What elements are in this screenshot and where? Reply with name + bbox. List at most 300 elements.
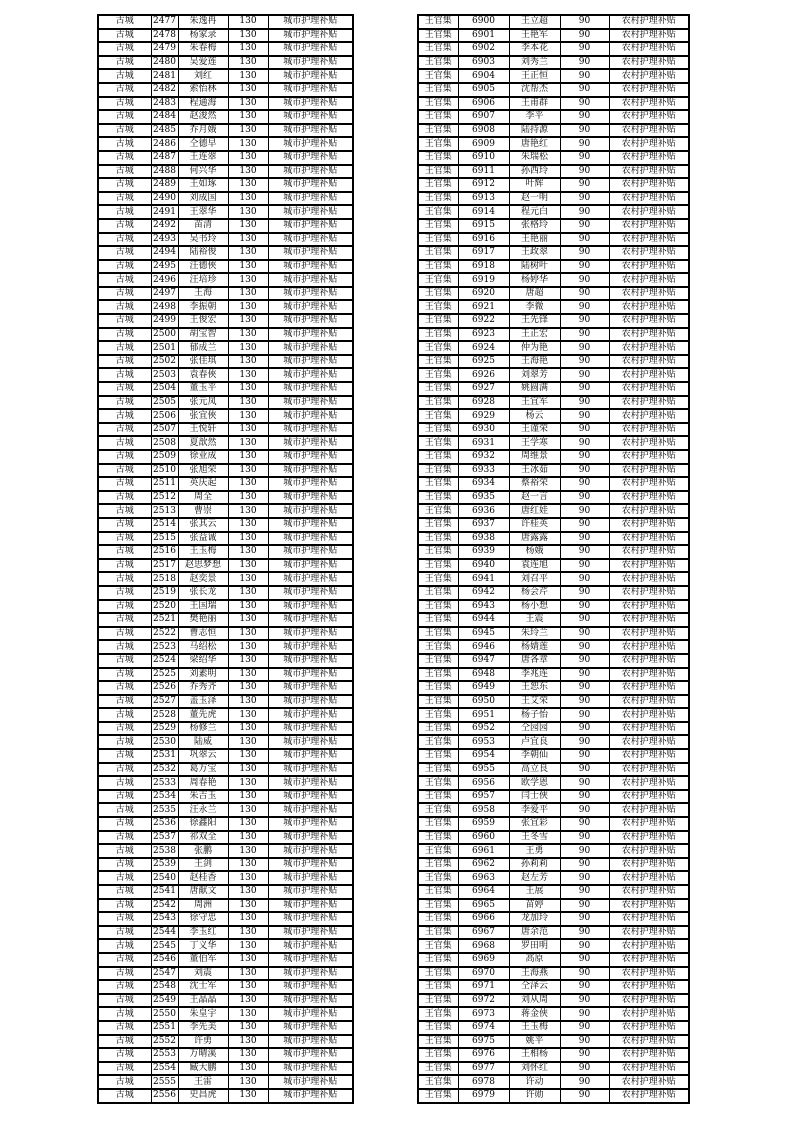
amount-cell: 90 [560,97,609,111]
id-cell: 2513 [151,504,178,518]
region-cell: 古城 [98,15,151,29]
subsidy-cell: 农村护理补贴 [609,939,689,953]
table-row [418,681,689,695]
region-cell: 古城 [98,260,151,274]
amount-cell: 130 [228,627,268,641]
amount-cell: 130 [228,314,268,328]
table-row [98,817,353,831]
name-cell: 樊艳丽 [178,613,228,627]
id-cell: 2520 [151,600,178,614]
region-cell: 古城 [98,165,151,179]
table-row [418,504,689,518]
amount-cell: 130 [228,464,268,478]
subsidy-cell: 城市护理补贴 [268,613,353,627]
region-cell: 古城 [98,83,151,97]
table-row [98,56,353,70]
id-cell: 6969 [458,953,509,967]
subsidy-cell: 农村护理补贴 [609,763,689,777]
table-row [418,627,689,641]
id-cell: 6919 [458,273,509,287]
name-cell: 王俊宏 [178,314,228,328]
subsidy-cell: 农村护理补贴 [609,613,689,627]
subsidy-cell: 城市护理补贴 [268,205,353,219]
name-cell: 沈帮杰 [509,83,560,97]
name-cell: 孙莉莉 [509,858,560,872]
amount-cell: 90 [560,124,609,138]
table-row [98,967,353,981]
amount-cell: 90 [560,137,609,151]
id-cell: 2491 [151,205,178,219]
amount-cell: 90 [560,396,609,410]
region-cell: 王官集 [418,69,458,83]
table-row [98,287,353,301]
name-cell: 刘秀兰 [509,56,560,70]
name-cell: 王正宏 [509,328,560,342]
region-cell: 古城 [98,613,151,627]
name-cell: 董伯军 [178,953,228,967]
amount-cell: 90 [560,559,609,573]
table-row [418,178,689,192]
table-row [418,532,689,546]
id-cell: 6959 [458,817,509,831]
amount-cell: 130 [228,885,268,899]
subsidy-cell: 城市护理补贴 [268,83,353,97]
table-row [98,165,353,179]
id-cell: 2506 [151,409,178,423]
subsidy-cell: 城市护理补贴 [268,586,353,600]
amount-cell: 90 [560,967,609,981]
id-cell: 2532 [151,763,178,777]
id-cell: 2555 [151,1075,178,1089]
table-row [98,409,353,423]
table-row [98,953,353,967]
id-cell: 2540 [151,871,178,885]
region-cell: 王官集 [418,83,458,97]
name-cell: 杨小想 [509,600,560,614]
subsidy-cell: 城市护理补贴 [268,409,353,423]
region-cell: 古城 [98,233,151,247]
amount-cell: 90 [560,151,609,165]
name-cell: 王相杨 [509,1048,560,1062]
table-row [98,559,353,573]
name-cell: 赵左芳 [509,871,560,885]
subsidy-cell: 城市护理补贴 [268,42,353,56]
region-cell: 古城 [98,871,151,885]
subsidy-cell: 城市护理补贴 [268,939,353,953]
table-row [418,491,689,505]
subsidy-cell: 城市护理补贴 [268,504,353,518]
subsidy-cell: 农村护理补贴 [609,912,689,926]
amount-cell: 130 [228,83,268,97]
name-cell: 姚平 [509,1035,560,1049]
table-row [418,735,689,749]
name-cell: 丁义华 [178,939,228,953]
subsidy-cell: 农村护理补贴 [609,124,689,138]
region-cell: 王官集 [418,1048,458,1062]
id-cell: 6918 [458,260,509,274]
id-cell: 6968 [458,939,509,953]
amount-cell: 130 [228,681,268,695]
id-cell: 6947 [458,654,509,668]
amount-cell: 130 [228,735,268,749]
table-row [98,97,353,111]
subsidy-cell: 农村护理补贴 [609,15,689,29]
id-cell: 6922 [458,314,509,328]
id-cell: 2485 [151,124,178,138]
table-row [98,192,353,206]
subsidy-cell: 城市护理补贴 [268,668,353,682]
id-cell: 6907 [458,110,509,124]
amount-cell: 130 [228,56,268,70]
id-cell: 2500 [151,328,178,342]
region-cell: 古城 [98,640,151,654]
id-cell: 2488 [151,165,178,179]
amount-cell: 90 [560,953,609,967]
table-row [98,1075,353,1089]
name-cell: 刘震 [178,967,228,981]
subsidy-cell: 城市护理补贴 [268,858,353,872]
table-row [98,858,353,872]
name-cell: 程元白 [509,205,560,219]
table-row [418,844,689,858]
name-cell: 汪培珍 [178,273,228,287]
region-cell: 古城 [98,110,151,124]
table-row [418,29,689,43]
name-cell: 郁成兰 [178,341,228,355]
table-row [418,613,689,627]
region-cell: 古城 [98,1075,151,1089]
id-cell: 2493 [151,233,178,247]
region-cell: 古城 [98,803,151,817]
region-cell: 王官集 [418,681,458,695]
name-cell: 袁连旭 [509,559,560,573]
id-cell: 2536 [151,817,178,831]
table-row [98,654,353,668]
region-cell: 王官集 [418,926,458,940]
amount-cell: 130 [228,967,268,981]
region-cell: 古城 [98,518,151,532]
region-cell: 古城 [98,776,151,790]
region-cell: 王官集 [418,165,458,179]
name-cell: 王悦轩 [178,423,228,437]
subsidy-cell: 农村护理补贴 [609,219,689,233]
table-row [418,967,689,981]
name-cell: 王正恒 [509,69,560,83]
id-cell: 2494 [151,246,178,260]
amount-cell: 130 [228,178,268,192]
name-cell: 索怡林 [178,83,228,97]
amount-cell: 130 [228,817,268,831]
id-cell: 6950 [458,695,509,709]
id-cell: 2486 [151,137,178,151]
table-row [418,409,689,423]
id-cell: 6961 [458,844,509,858]
name-cell: 周全 [178,491,228,505]
name-cell: 汪永兰 [178,803,228,817]
subsidy-cell: 城市护理补贴 [268,137,353,151]
amount-cell: 90 [560,803,609,817]
name-cell: 王艾荣 [509,695,560,709]
amount-cell: 90 [560,871,609,885]
region-cell: 王官集 [418,396,458,410]
subsidy-cell: 农村护理补贴 [609,1048,689,1062]
amount-cell: 130 [228,749,268,763]
name-cell: 王玉梅 [509,1021,560,1035]
region-cell: 王官集 [418,341,458,355]
subsidy-cell: 城市护理补贴 [268,368,353,382]
id-cell: 2502 [151,355,178,369]
id-cell: 2518 [151,572,178,586]
id-cell: 6940 [458,559,509,573]
region-cell: 古城 [98,219,151,233]
region-cell: 王官集 [418,803,458,817]
table-row [98,681,353,695]
amount-cell: 90 [560,1048,609,1062]
amount-cell: 130 [228,260,268,274]
subsidy-cell: 农村护理补贴 [609,668,689,682]
region-cell: 古城 [98,967,151,981]
amount-cell: 90 [560,749,609,763]
subsidy-cell: 农村护理补贴 [609,1035,689,1049]
amount-cell: 130 [228,328,268,342]
amount-cell: 90 [560,613,609,627]
name-cell: 曹志恒 [178,627,228,641]
amount-cell: 130 [228,396,268,410]
amount-cell: 130 [228,246,268,260]
region-cell: 王官集 [418,953,458,967]
name-cell: 高立良 [509,763,560,777]
region-cell: 古城 [98,491,151,505]
table-row [418,817,689,831]
subsidy-cell: 农村护理补贴 [609,1089,689,1103]
subsidy-cell: 农村护理补贴 [609,640,689,654]
amount-cell: 130 [228,763,268,777]
id-cell: 2515 [151,532,178,546]
amount-cell: 90 [560,668,609,682]
id-cell: 6910 [458,151,509,165]
subsidy-cell: 城市护理补贴 [268,545,353,559]
id-cell: 2542 [151,899,178,913]
amount-cell: 130 [228,436,268,450]
amount-cell: 90 [560,518,609,532]
name-cell: 朱逸冉 [178,15,228,29]
amount-cell: 90 [560,885,609,899]
region-cell: 古城 [98,396,151,410]
table-row [418,15,689,29]
name-cell: 张鹏 [178,844,228,858]
table-row [418,42,689,56]
id-cell: 2526 [151,681,178,695]
amount-cell: 130 [228,586,268,600]
id-cell: 6917 [458,246,509,260]
id-cell: 6931 [458,436,509,450]
name-cell: 刘翠芳 [509,368,560,382]
amount-cell: 90 [560,586,609,600]
amount-cell: 90 [560,69,609,83]
region-cell: 古城 [98,1089,151,1103]
amount-cell: 90 [560,926,609,940]
table-row [98,450,353,464]
amount-cell: 90 [560,776,609,790]
subsidy-cell: 农村护理补贴 [609,885,689,899]
name-cell: 王海 [178,287,228,301]
table-row [98,137,353,151]
region-cell: 王官集 [418,967,458,981]
table-row [418,518,689,532]
region-cell: 王官集 [418,178,458,192]
table-row [418,246,689,260]
subsidy-cell: 城市护理补贴 [268,260,353,274]
id-cell: 2480 [151,56,178,70]
id-cell: 6911 [458,165,509,179]
name-cell: 何兴华 [178,165,228,179]
region-cell: 古城 [98,1035,151,1049]
subsidy-cell: 农村护理补贴 [609,994,689,1008]
region-cell: 王官集 [418,382,458,396]
amount-cell: 90 [560,246,609,260]
subsidy-cell: 城市护理补贴 [268,300,353,314]
region-cell: 古城 [98,681,151,695]
table-row [418,382,689,396]
region-cell: 王官集 [418,300,458,314]
table-row [418,899,689,913]
name-cell: 朱玲兰 [509,627,560,641]
subsidy-cell: 城市护理补贴 [268,219,353,233]
id-cell: 6952 [458,722,509,736]
amount-cell: 90 [560,29,609,43]
region-cell: 古城 [98,885,151,899]
name-cell: 董玉平 [178,382,228,396]
subsidy-cell: 农村护理补贴 [609,300,689,314]
id-cell: 6930 [458,423,509,437]
name-cell: 王连翠 [178,151,228,165]
table-row [98,491,353,505]
table-row [98,844,353,858]
name-cell: 王海燕 [509,967,560,981]
table-row [98,504,353,518]
id-cell: 6938 [458,532,509,546]
id-cell: 2483 [151,97,178,111]
region-cell: 王官集 [418,994,458,1008]
name-cell: 闫士俠 [509,790,560,804]
name-cell: 赵一言 [509,491,560,505]
region-cell: 古城 [98,1021,151,1035]
id-cell: 6945 [458,627,509,641]
name-cell: 徐业成 [178,450,228,464]
amount-cell: 130 [228,640,268,654]
name-cell: 仝德早 [178,137,228,151]
table-row [418,708,689,722]
region-cell: 古城 [98,994,151,1008]
amount-cell: 130 [228,668,268,682]
region-cell: 王官集 [418,844,458,858]
table-row [98,722,353,736]
subsidy-cell: 农村护理补贴 [609,382,689,396]
table-row [98,695,353,709]
amount-cell: 90 [560,110,609,124]
amount-cell: 90 [560,640,609,654]
table-row [418,776,689,790]
subsidy-cell: 城市护理补贴 [268,436,353,450]
subsidy-cell: 农村护理补贴 [609,355,689,369]
id-cell: 6905 [458,83,509,97]
name-cell: 巩翠云 [178,749,228,763]
amount-cell: 130 [228,423,268,437]
region-cell: 古城 [98,328,151,342]
amount-cell: 130 [228,491,268,505]
region-cell: 古城 [98,749,151,763]
name-cell: 王冬雪 [509,831,560,845]
amount-cell: 90 [560,464,609,478]
region-cell: 王官集 [418,613,458,627]
name-cell: 朱春梅 [178,42,228,56]
table-row [418,314,689,328]
table-row [418,368,689,382]
table-row [418,790,689,804]
amount-cell: 90 [560,1035,609,1049]
table-row [418,137,689,151]
region-cell: 王官集 [418,151,458,165]
region-cell: 王官集 [418,912,458,926]
rural-subsidy-table-body [418,15,689,1103]
subsidy-cell: 农村护理补贴 [609,314,689,328]
subsidy-cell: 城市护理补贴 [268,790,353,804]
name-cell: 赵桂香 [178,871,228,885]
name-cell: 王甫群 [509,97,560,111]
id-cell: 6936 [458,504,509,518]
id-cell: 6977 [458,1062,509,1076]
id-cell: 6916 [458,233,509,247]
id-cell: 6966 [458,912,509,926]
amount-cell: 90 [560,627,609,641]
table-row [98,69,353,83]
table-row [98,110,353,124]
id-cell: 2505 [151,396,178,410]
id-cell: 6908 [458,124,509,138]
id-cell: 2482 [151,83,178,97]
table-row [418,477,689,491]
name-cell: 刘从周 [509,994,560,1008]
subsidy-cell: 农村护理补贴 [609,69,689,83]
region-cell: 王官集 [418,695,458,709]
name-cell: 叶辉 [509,178,560,192]
id-cell: 6941 [458,572,509,586]
id-cell: 2495 [151,260,178,274]
subsidy-cell: 城市护理补贴 [268,640,353,654]
table-row [98,151,353,165]
table-row [98,15,353,29]
region-cell: 王官集 [418,1062,458,1076]
subsidy-cell: 农村护理补贴 [609,436,689,450]
id-cell: 2511 [151,477,178,491]
name-cell: 乔秀齐 [178,681,228,695]
id-cell: 6948 [458,668,509,682]
subsidy-cell: 城市护理补贴 [268,450,353,464]
name-cell: 王立超 [509,15,560,29]
region-cell: 王官集 [418,29,458,43]
table-row [98,994,353,1008]
region-cell: 古城 [98,600,151,614]
region-cell: 王官集 [418,939,458,953]
amount-cell: 130 [228,1089,268,1103]
name-cell: 张宜彩 [509,817,560,831]
amount-cell: 90 [560,600,609,614]
region-cell: 王官集 [418,15,458,29]
name-cell: 张佳琪 [178,355,228,369]
id-cell: 6932 [458,450,509,464]
id-cell: 2503 [151,368,178,382]
region-cell: 王官集 [418,899,458,913]
